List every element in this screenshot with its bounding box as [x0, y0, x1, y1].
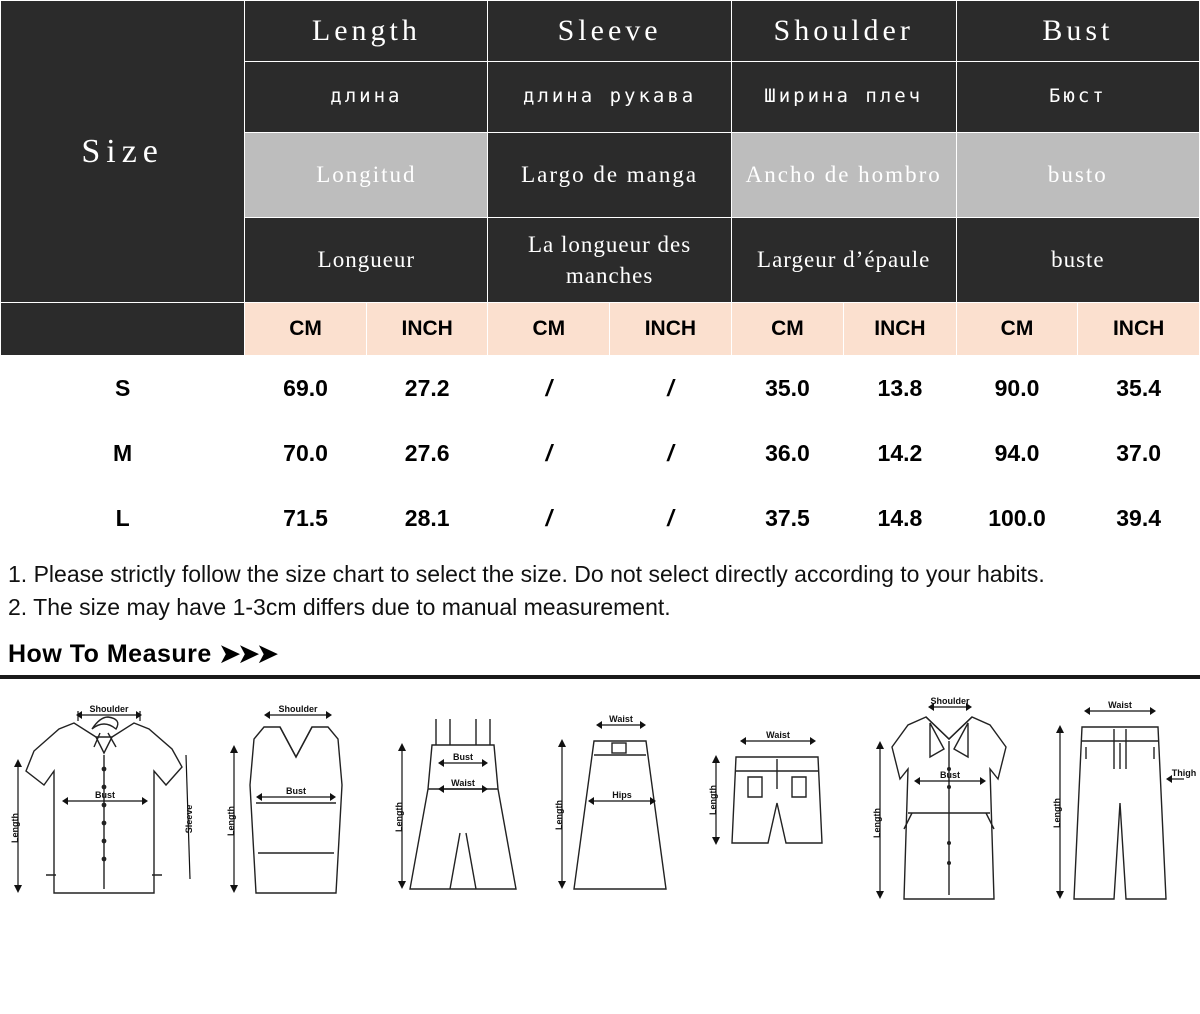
size-label-cell: Size: [1, 1, 245, 303]
figure-blouse: [4, 693, 204, 933]
unit-shoulder-cm: CM: [731, 303, 843, 356]
label-hips: Hips: [612, 790, 632, 801]
cell-s-shoulder-inch: 13.8: [844, 356, 957, 421]
label-bust: Bust: [95, 790, 115, 801]
cell-l-length-inch: 28.1: [366, 486, 488, 551]
label-shoulder: Shoulder: [930, 696, 970, 707]
unit-sleeve-cm: CM: [488, 303, 610, 356]
label-bust: Bust: [940, 770, 960, 781]
table-row: [1, 356, 1200, 421]
column-header-sleeve-fr: La longueur des manches: [488, 218, 731, 303]
label-length: Length: [394, 802, 404, 833]
label-waist: Waist: [766, 730, 790, 741]
label-shoulder: Shoulder: [89, 704, 129, 715]
column-header-sleeve-en: Sleeve: [488, 1, 731, 62]
label-sleeve: Sleeve: [184, 804, 194, 834]
cell-m-bust-cm: 94.0: [956, 421, 1078, 486]
row-size-l: L: [1, 486, 245, 551]
figure-tank-top: [216, 693, 376, 933]
cell-m-length-cm: 70.0: [245, 421, 367, 486]
column-header-shoulder-en: Shoulder: [731, 1, 956, 62]
column-header-length-en: Length: [245, 1, 488, 62]
measure-figures: [0, 679, 1200, 933]
cell-s-length-cm: 69.0: [245, 356, 367, 421]
row-size-s: S: [1, 356, 245, 421]
label-length: Length: [554, 800, 564, 831]
cell-l-bust-cm: 100.0: [956, 486, 1078, 551]
table-row: [1, 486, 1200, 551]
cell-s-bust-cm: 90.0: [956, 356, 1078, 421]
unit-bust-cm: CM: [956, 303, 1078, 356]
cell-l-sleeve-cm: /: [488, 486, 610, 551]
unit-shoulder-inch: INCH: [844, 303, 957, 356]
cell-m-length-inch: 27.6: [366, 421, 488, 486]
column-header-bust-ru: Бюст: [956, 62, 1199, 133]
figure-trousers: [1046, 683, 1196, 933]
figure-shorts: [702, 693, 852, 933]
cell-l-length-cm: 71.5: [245, 486, 367, 551]
label-waist: Waist: [451, 778, 475, 789]
column-header-sleeve-ru: длина рукава: [488, 62, 731, 133]
unit-bust-inch: INCH: [1078, 303, 1200, 356]
column-header-sleeve-es: Largo de manga: [488, 133, 731, 218]
label-thigh: Thigh: [1171, 768, 1196, 779]
cell-l-sleeve-inch: /: [610, 486, 732, 551]
column-header-length-fr: Longueur: [245, 218, 488, 303]
cell-s-sleeve-inch: /: [610, 356, 732, 421]
cell-m-bust-inch: 37.0: [1078, 421, 1200, 486]
cell-l-bust-inch: 39.4: [1078, 486, 1200, 551]
cell-l-shoulder-cm: 37.5: [731, 486, 843, 551]
label-bust: Bust: [453, 752, 473, 763]
figure-coat: [864, 683, 1034, 933]
column-header-bust-en: Bust: [956, 1, 1199, 62]
units-empty-cell: [1, 303, 245, 356]
how-to-measure-heading: [8, 639, 1200, 669]
cell-l-shoulder-inch: 14.8: [844, 486, 957, 551]
cell-m-sleeve-cm: /: [488, 421, 610, 486]
table-row: [1, 421, 1200, 486]
cell-s-sleeve-cm: /: [488, 356, 610, 421]
cell-m-shoulder-inch: 14.2: [844, 421, 957, 486]
cell-m-shoulder-cm: 36.0: [731, 421, 843, 486]
label-length: Length: [1052, 798, 1062, 829]
label-waist: Waist: [1108, 700, 1132, 711]
label-length: Length: [226, 806, 236, 837]
figure-dress: [388, 693, 538, 933]
cell-s-shoulder-cm: 35.0: [731, 356, 843, 421]
note-line-2: 2. The size may have 1-3cm differs due to manual measurement.: [8, 594, 671, 621]
label-length: Length: [872, 808, 882, 839]
unit-length-cm: CM: [245, 303, 367, 356]
label-length: Length: [708, 785, 718, 816]
unit-sleeve-inch: INCH: [610, 303, 732, 356]
column-header-length-ru: длина: [245, 62, 488, 133]
row-size-m: M: [1, 421, 245, 486]
label-length: Length: [10, 813, 20, 844]
units-row: [1, 303, 1200, 356]
unit-length-inch: INCH: [366, 303, 488, 356]
cell-m-sleeve-inch: /: [610, 421, 732, 486]
cell-s-bust-inch: 35.4: [1078, 356, 1200, 421]
label-waist: Waist: [609, 714, 633, 725]
note-line-1: 1. Please strictly follow the size chart to select the size. Do not select directly according to your habits.: [8, 561, 1045, 587]
cell-s-length-inch: 27.2: [366, 356, 488, 421]
notes-section: [0, 551, 1200, 623]
header-row-english: [1, 1, 1200, 62]
label-bust: Bust: [286, 786, 306, 797]
column-header-length-es: Longitud: [245, 133, 488, 218]
column-header-bust-fr: buste: [956, 218, 1199, 303]
how-to-measure-title: How To Measure: [8, 640, 212, 669]
column-header-shoulder-ru: Ширина плеч: [731, 62, 956, 133]
column-header-shoulder-es: Ancho de hombro: [731, 133, 956, 218]
label-shoulder: Shoulder: [278, 704, 318, 715]
column-header-bust-es: busto: [956, 133, 1199, 218]
figure-skirt: [550, 693, 690, 933]
arrows-icon: ➤➤➤: [219, 640, 277, 669]
column-header-shoulder-fr: Largeur d’épaule: [731, 218, 956, 303]
